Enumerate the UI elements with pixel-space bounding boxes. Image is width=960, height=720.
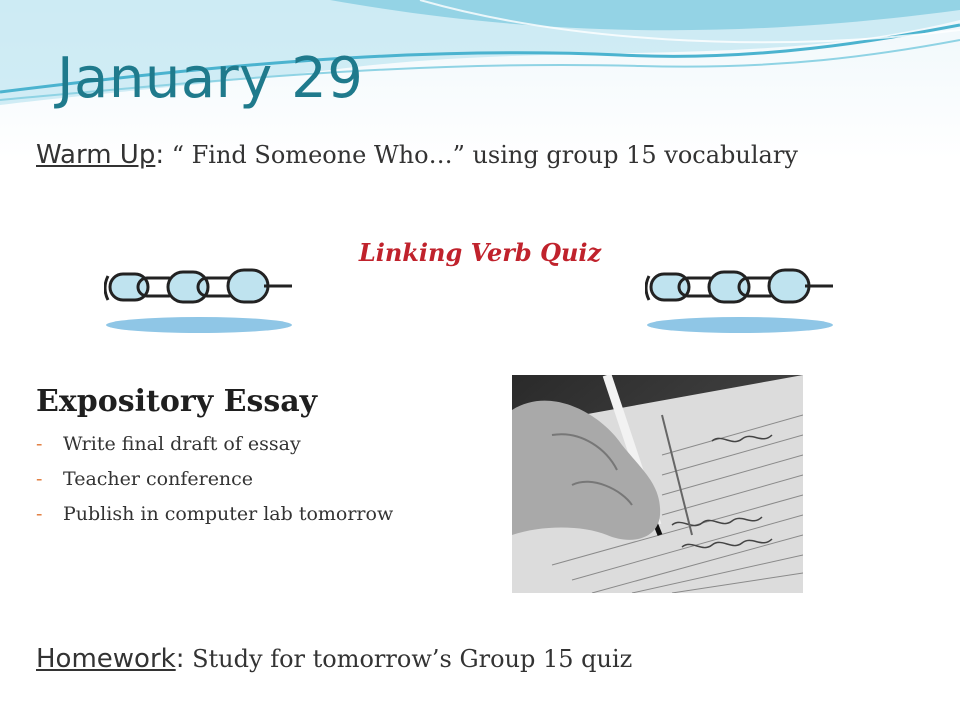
list-item-text: Write final draft of essay xyxy=(63,433,301,455)
writing-hand-photo xyxy=(512,375,803,593)
homework-text: Study for tomorrow’s Group 15 quiz xyxy=(184,645,633,673)
list-item xyxy=(36,430,393,465)
essay-task-list xyxy=(36,430,393,535)
warmup-line xyxy=(36,140,798,170)
list-item xyxy=(36,500,393,535)
warmup-label: Warm Up xyxy=(36,140,156,170)
list-item-text: Publish in computer lab tomorrow xyxy=(63,503,394,525)
bullet-dash: - xyxy=(36,503,43,525)
slide-title: January 29 xyxy=(57,46,364,111)
list-item-text: Teacher conference xyxy=(63,468,254,490)
chain-left-icon xyxy=(104,258,294,338)
warmup-text: “ Find Someone Who…” using group 15 vocabulary xyxy=(164,141,798,169)
bullet-dash: - xyxy=(36,433,43,455)
homework-label: Homework xyxy=(36,644,176,674)
warmup-colon: : xyxy=(155,140,165,170)
chain-right-icon xyxy=(645,258,835,338)
bullet-dash: - xyxy=(36,468,43,490)
list-item xyxy=(36,465,393,500)
homework-line xyxy=(36,644,632,674)
homework-colon: : xyxy=(175,644,185,674)
essay-heading: Expository Essay xyxy=(36,384,318,419)
quiz-announcement: Linking Verb Quiz xyxy=(358,238,602,267)
